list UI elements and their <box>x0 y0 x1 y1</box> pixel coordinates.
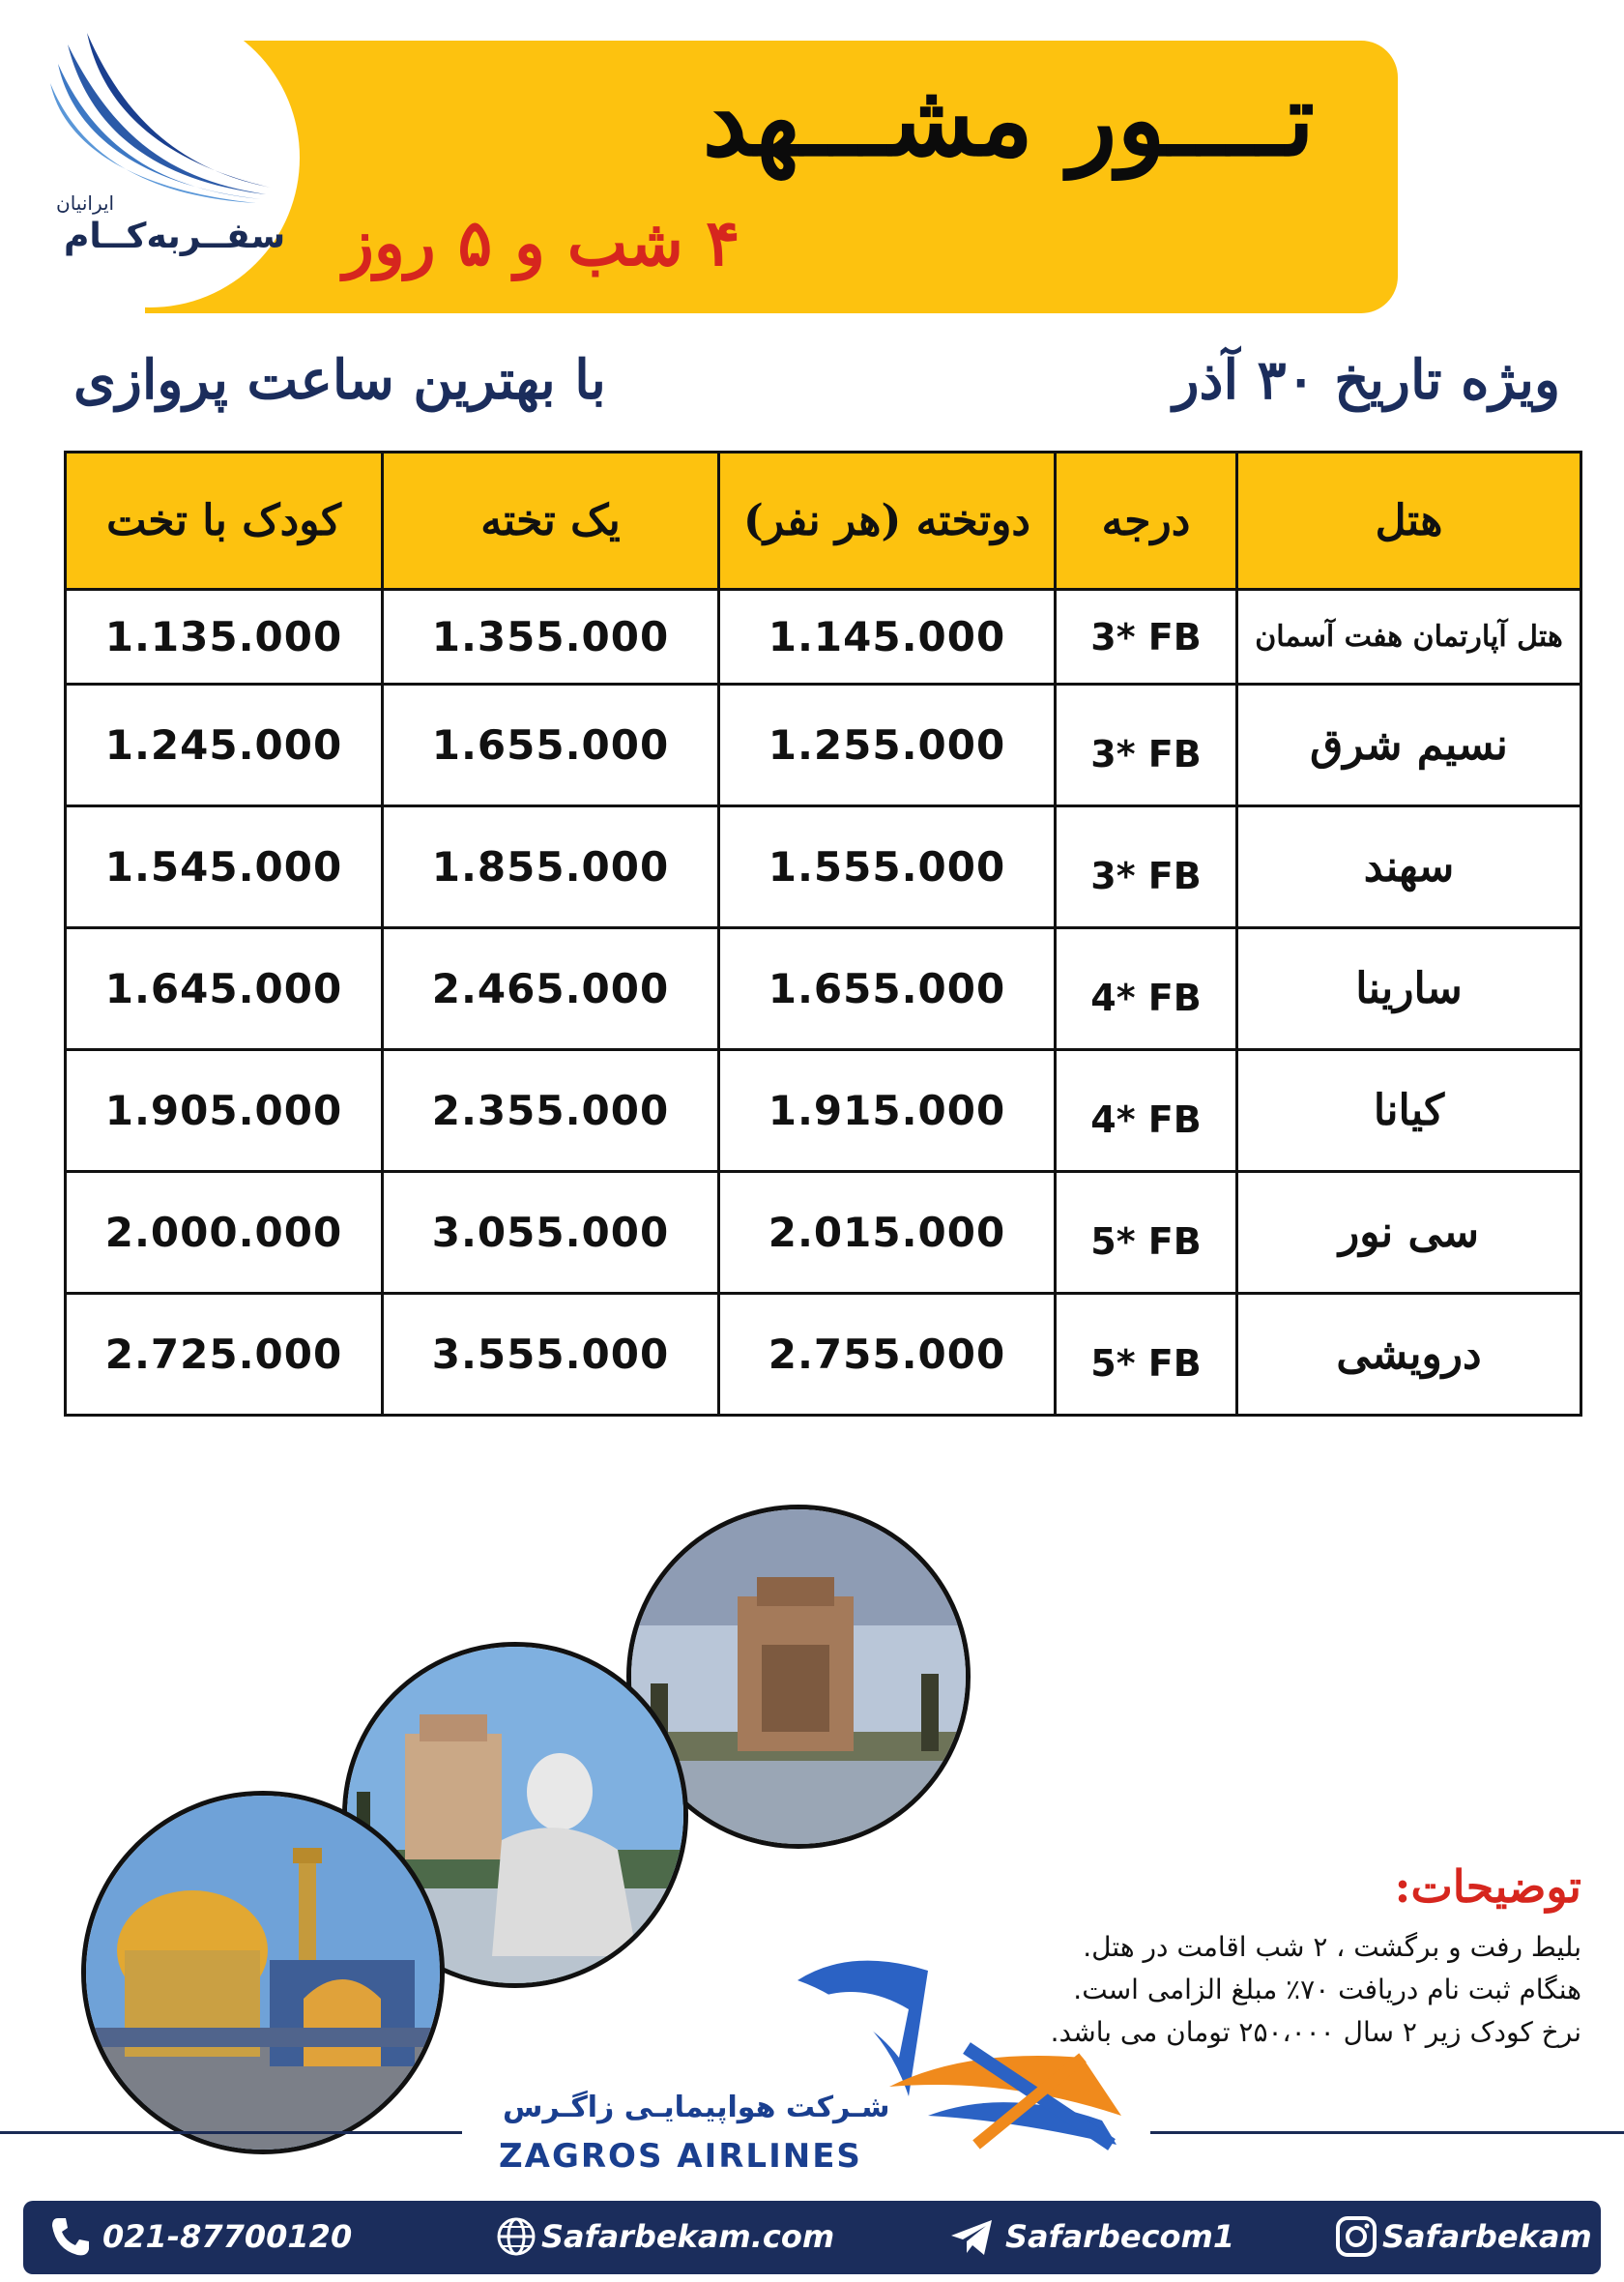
child-price: 1.905.000 <box>66 1050 383 1172</box>
hotel-name: سهند <box>1237 806 1581 928</box>
logo-brand: سفــربه‌کــام <box>64 217 286 256</box>
table-row <box>66 806 1581 928</box>
telegram-icon <box>947 2214 996 2259</box>
table-row <box>66 590 1581 685</box>
phone-icon <box>48 2214 91 2259</box>
child-price: 1.645.000 <box>66 928 383 1050</box>
table-row <box>66 1050 1581 1172</box>
instagram-icon <box>1334 2214 1378 2259</box>
hotel-grade: 3* FB <box>1056 806 1237 928</box>
price-table <box>64 451 1580 1417</box>
table-row <box>66 1294 1581 1416</box>
child-price: 1.245.000 <box>66 685 383 806</box>
logo-subtext: ایرانیان <box>56 191 115 215</box>
single-price: 1.355.000 <box>383 590 719 685</box>
contact-footer <box>23 2201 1601 2274</box>
hotel-name: نسیم شرق <box>1237 685 1581 806</box>
hotel-name: کیانا <box>1237 1050 1581 1172</box>
header-single: یک تخته <box>383 453 719 590</box>
double-price: 2.755.000 <box>719 1294 1056 1416</box>
footer-instagram[interactable]: Safarbekam <box>1382 2218 1592 2255</box>
footer-website[interactable]: Safarbekam.com <box>541 2218 835 2255</box>
table-row <box>66 1172 1581 1294</box>
airline-name-fa: شـرکت هواپیمایـی زاگـرس <box>503 2091 890 2124</box>
zagros-logo-icon <box>793 1951 1131 2164</box>
child-price: 1.545.000 <box>66 806 383 928</box>
airline-name-en: ZAGROS AIRLINES <box>499 2137 862 2176</box>
globe-icon <box>495 2214 537 2259</box>
hotel-name: سارینا <box>1237 928 1581 1050</box>
hotel-grade: 5* FB <box>1056 1172 1237 1294</box>
logo-wing-icon <box>29 25 280 219</box>
hotel-name: سی نور <box>1237 1172 1581 1294</box>
single-price: 1.855.000 <box>383 806 719 928</box>
note-item: هنگام ثبت نام دریافت ۷۰٪ مبلغ الزامی است. <box>1073 1974 1581 2005</box>
table-row <box>66 928 1581 1050</box>
single-price: 1.655.000 <box>383 685 719 806</box>
header-child: کودک با تخت <box>66 453 383 590</box>
table-header-row <box>66 453 1581 590</box>
hotel-name: درویشی <box>1237 1294 1581 1416</box>
table-row <box>66 685 1581 806</box>
double-price: 1.655.000 <box>719 928 1056 1050</box>
footer-telegram[interactable]: Safarbecom1 <box>1005 2218 1235 2255</box>
hotel-grade: 4* FB <box>1056 1050 1237 1172</box>
hotel-grade: 4* FB <box>1056 928 1237 1050</box>
header-double: دوتخته (هر نفر) <box>719 453 1056 590</box>
header-hotel: هتل <box>1237 453 1581 590</box>
hotel-grade: 5* FB <box>1056 1294 1237 1416</box>
double-price: 1.555.000 <box>719 806 1056 928</box>
child-price: 1.135.000 <box>66 590 383 685</box>
single-price: 2.355.000 <box>383 1050 719 1172</box>
single-price: 2.465.000 <box>383 928 719 1050</box>
single-price: 3.555.000 <box>383 1294 719 1416</box>
double-price: 1.145.000 <box>719 590 1056 685</box>
footer-phone[interactable]: 021-87700120 <box>102 2218 353 2255</box>
header-grade: درجه <box>1056 453 1237 590</box>
tour-duration: ۴ شب و ۵ روز <box>343 205 740 280</box>
flight-note: با بهترین ساعت پروازی <box>73 348 606 412</box>
child-price: 2.000.000 <box>66 1172 383 1294</box>
shrine-photo <box>81 1791 445 2154</box>
hotel-grade: 3* FB <box>1056 685 1237 806</box>
double-price: 1.915.000 <box>719 1050 1056 1172</box>
page-title: تــــور مشـــهد <box>702 60 1315 179</box>
double-price: 1.255.000 <box>719 685 1056 806</box>
double-price: 2.015.000 <box>719 1172 1056 1294</box>
hotel-grade: 3* FB <box>1056 590 1237 685</box>
note-item: بلیط رفت و برگشت ، ۲ شب اقامت در هتل. <box>1083 1931 1581 1963</box>
logo-badge <box>0 8 300 307</box>
child-price: 2.725.000 <box>66 1294 383 1416</box>
hotel-name: هتل آپارتمان هفت آسمان <box>1237 590 1581 685</box>
date-note: ویژه تاریخ ۳۰ آذر <box>1173 348 1560 412</box>
note-item: نرخ کودک زیر ۲ سال ۲۵۰،۰۰۰ تومان می باشد. <box>1050 2016 1581 2048</box>
notes-title: توضیحات: <box>1394 1860 1581 1913</box>
single-price: 3.055.000 <box>383 1172 719 1294</box>
